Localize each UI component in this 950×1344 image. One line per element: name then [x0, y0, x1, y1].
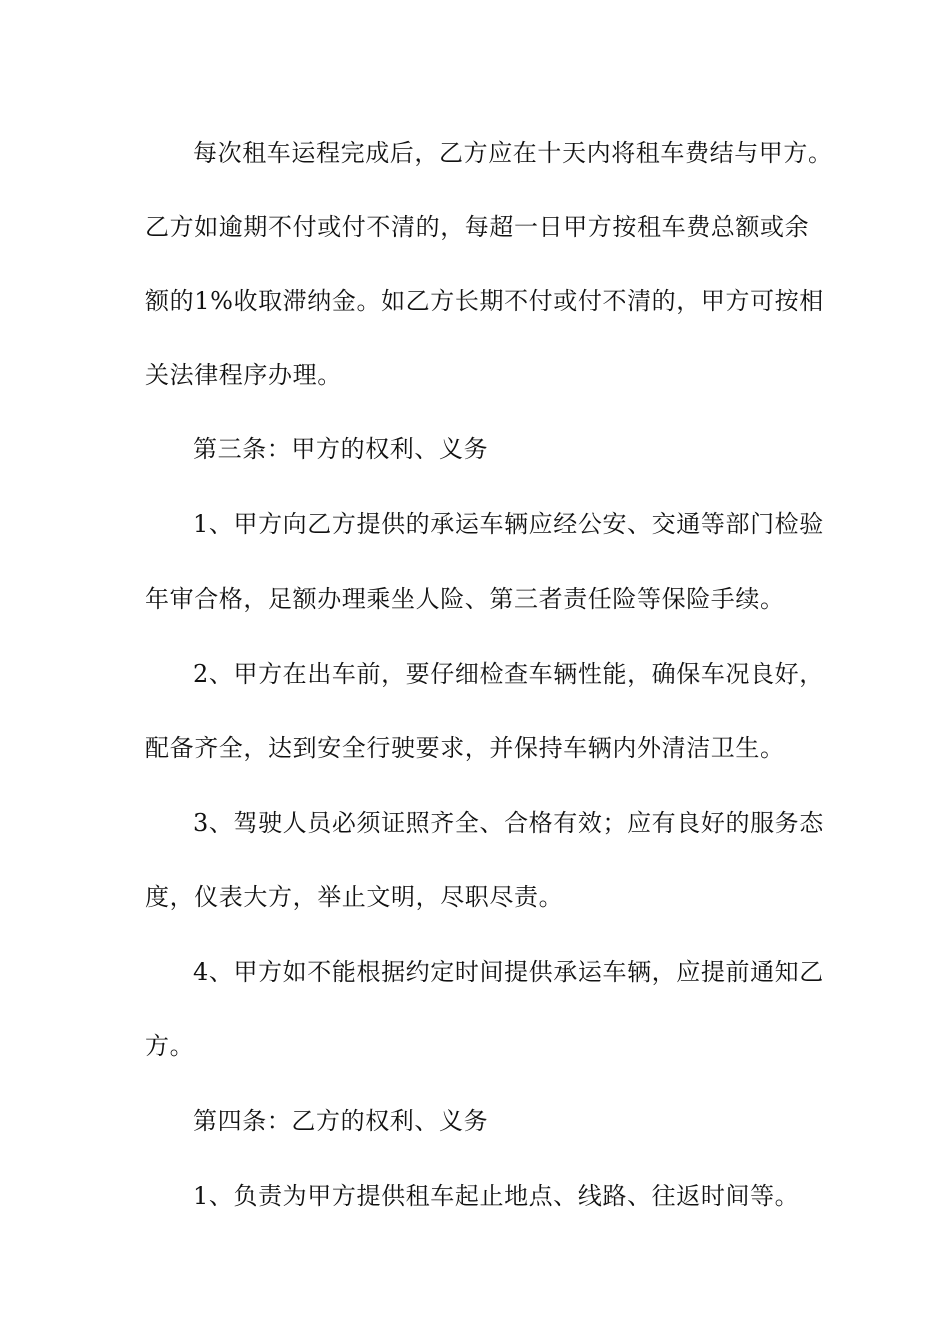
paragraph-payment-line-3: 额的1%收取滞纳金。如乙方长期不付或付不清的，甲方可按相	[145, 287, 824, 315]
clause-4-1-line-1: 1、负责为甲方提供租车起止地点、线路、往返时间等。	[193, 1182, 800, 1210]
paragraph-payment-line-4: 关法律程序办理。	[145, 361, 342, 389]
paragraph-payment-line-1: 每次租车运程完成后，乙方应在十天内将租车费结与甲方。	[193, 139, 833, 167]
section-heading-article-3: 第三条：甲方的权利、义务	[193, 435, 489, 463]
clause-3-1-line-2: 年审合格，足额办理乘坐人险、第三者责任险等保险手续。	[145, 585, 785, 613]
clause-3-3-line-1: 3、驾驶人员必须证照齐全、合格有效；应有良好的服务态	[193, 809, 824, 837]
section-heading-article-4: 第四条：乙方的权利、义务	[193, 1107, 489, 1135]
clause-3-2-line-1: 2、甲方在出车前，要仔细检查车辆性能，确保车况良好，	[193, 660, 824, 688]
clause-3-4-line-2: 方。	[145, 1032, 195, 1060]
clause-3-4-line-1: 4、甲方如不能根据约定时间提供承运车辆，应提前通知乙	[193, 958, 824, 986]
clause-3-1-line-1: 1、甲方向乙方提供的承运车辆应经公安、交通等部门检验	[193, 510, 824, 538]
clause-3-3-line-2: 度，仪表大方，举止文明，尽职尽责。	[145, 883, 564, 911]
clause-3-2-line-2: 配备齐全，达到安全行驶要求，并保持车辆内外清洁卫生。	[145, 734, 785, 762]
paragraph-payment-line-2: 乙方如逾期不付或付不清的，每超一日甲方按租车费总额或余	[145, 213, 810, 241]
